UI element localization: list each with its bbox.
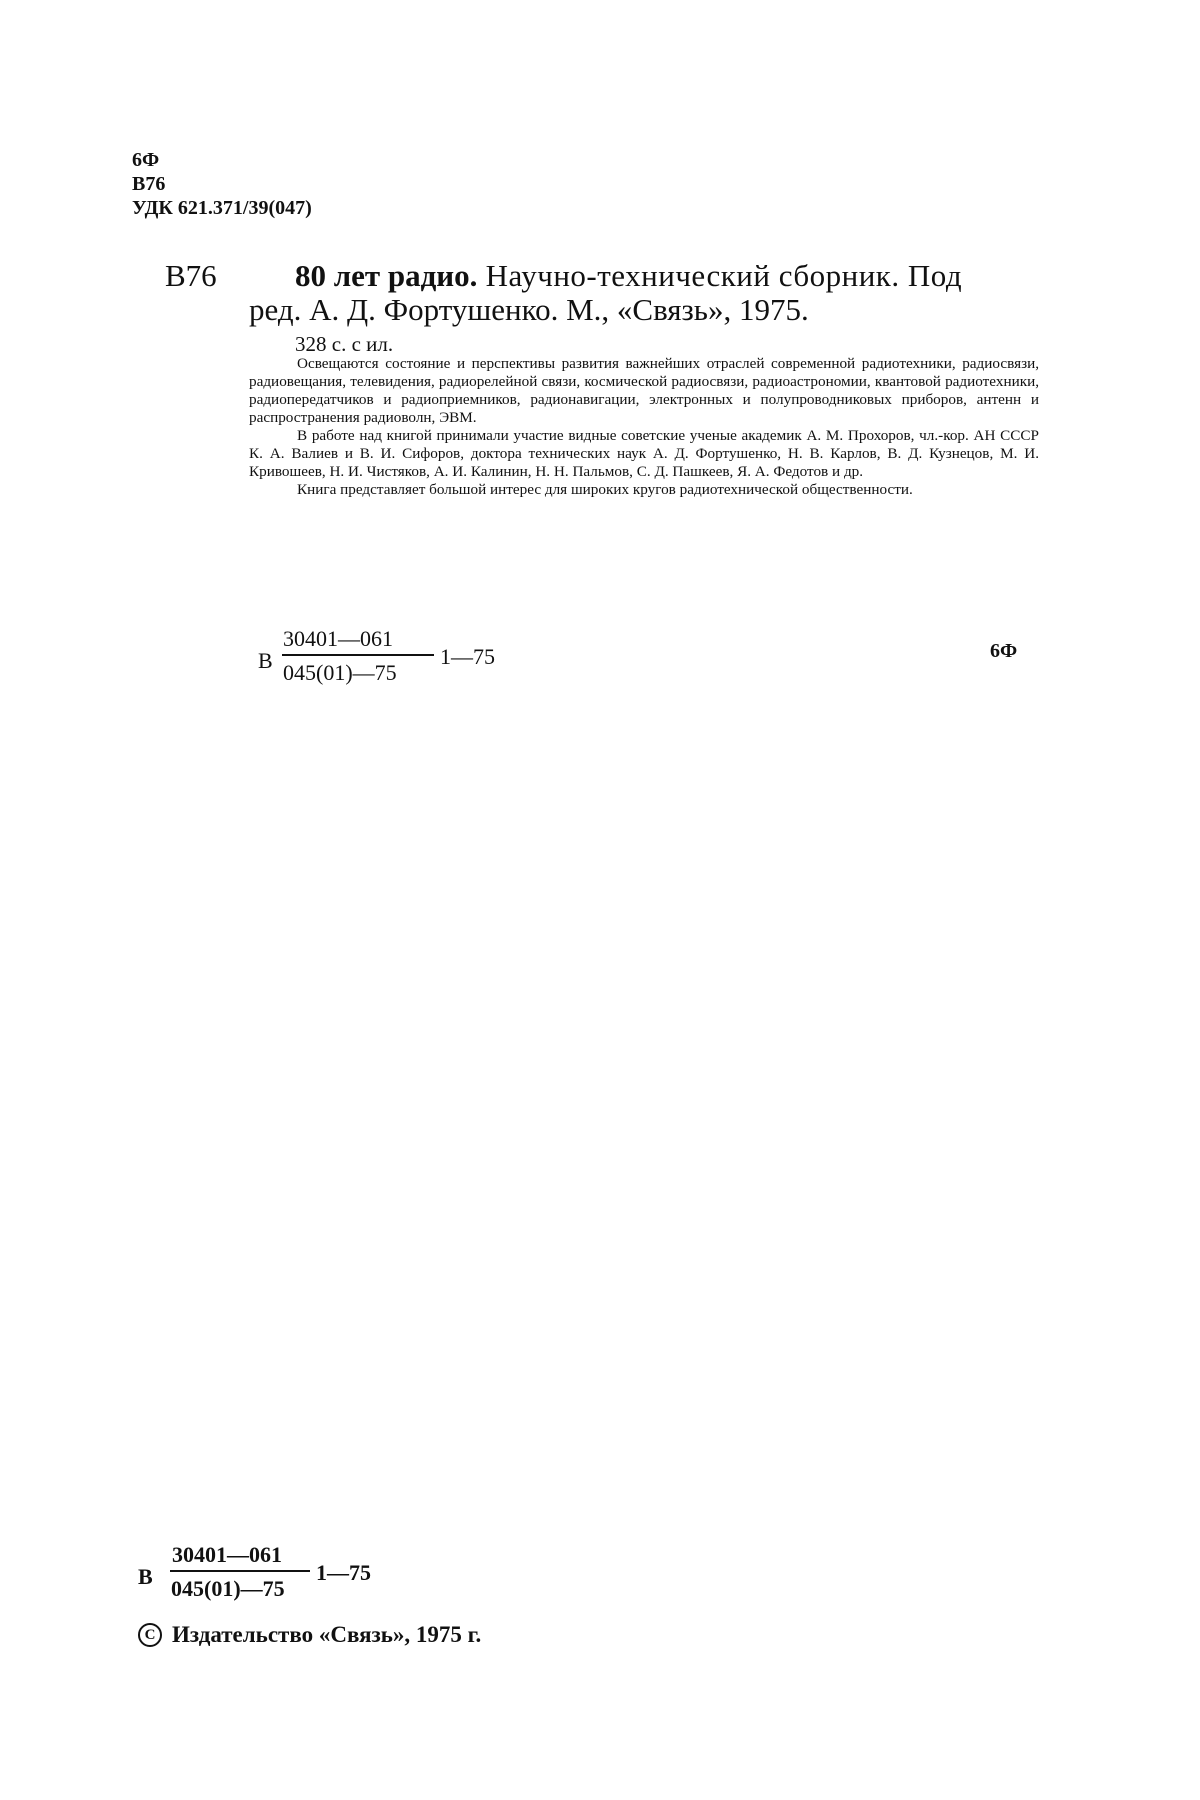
code-suffix: 1—75 xyxy=(440,644,495,669)
annotation-paragraph-3: Книга представляет большой интерес для широких кругов радиотехнической общественности. xyxy=(297,481,913,498)
classification-code: 6Ф xyxy=(132,149,160,171)
code-prefix: В xyxy=(258,648,273,673)
catalog-code-middle xyxy=(258,626,558,692)
annotation-paragraph-2: В работе над книгой принимали участие видные советские ученые академик А. М. Прохоров, чл.-кор. АН СССР К. А. Валиев и В. И. Сифоров, доктора технических наук А. Д. Фортушенко, Н. В. Карлов, В. Д. Кузнецов, М. И. Кривошеев, Н. И. Чистяков, А. И. Калинин, Н. Н. Пальмов, С. Д. Пашкеев, Я. А. Федотов и др. xyxy=(249,427,1039,480)
entry-editor-line: ред. А. Д. Фортушенко. М., «Связь», 1975. xyxy=(249,292,809,327)
classification-block xyxy=(132,148,312,220)
classification-code-right: 6Ф xyxy=(990,640,1018,662)
code-denominator: 045(01)—75 xyxy=(283,660,397,685)
entry-title-bold: 80 лет радио. xyxy=(295,258,478,293)
copyright-text: Издательство «Связь», 1975 г. xyxy=(172,1622,482,1647)
code-prefix: В xyxy=(138,1564,153,1589)
entry-pages: 328 с. с ил. xyxy=(295,332,394,356)
entry-title-rest: Научно-технический сборник. Под xyxy=(477,258,963,293)
author-mark: В76 xyxy=(132,173,166,195)
entry-title xyxy=(295,258,962,294)
entry-code: В76 xyxy=(165,258,217,293)
udk-code: УДК 621.371/39(047) xyxy=(132,197,312,219)
code-denominator: 045(01)—75 xyxy=(171,1576,285,1601)
copyright-line xyxy=(138,1622,481,1648)
annotation-paragraph-1: Освещаются состояние и перспективы развития важнейших отраслей современной радиотехники, радиосвязи, радиовещания, телевидения, радиорелейной связи, космической радиосвязи, радиоастрономии, квантовой радиотехники, радиопередатчиков и радиоприемников, радионавигации, электронных и полупроводниковых приборов, антенн и распространения радиоволн, ЭВМ. xyxy=(249,355,1039,426)
fraction-bar xyxy=(170,1570,310,1572)
code-suffix: 1—75 xyxy=(316,1560,371,1585)
catalog-code-bottom xyxy=(138,1542,438,1608)
fraction-bar xyxy=(282,654,434,656)
copyright-icon: C xyxy=(138,1623,162,1647)
code-numerator: 30401—061 xyxy=(283,626,393,651)
annotation xyxy=(249,355,1039,499)
code-numerator: 30401—061 xyxy=(172,1542,282,1567)
